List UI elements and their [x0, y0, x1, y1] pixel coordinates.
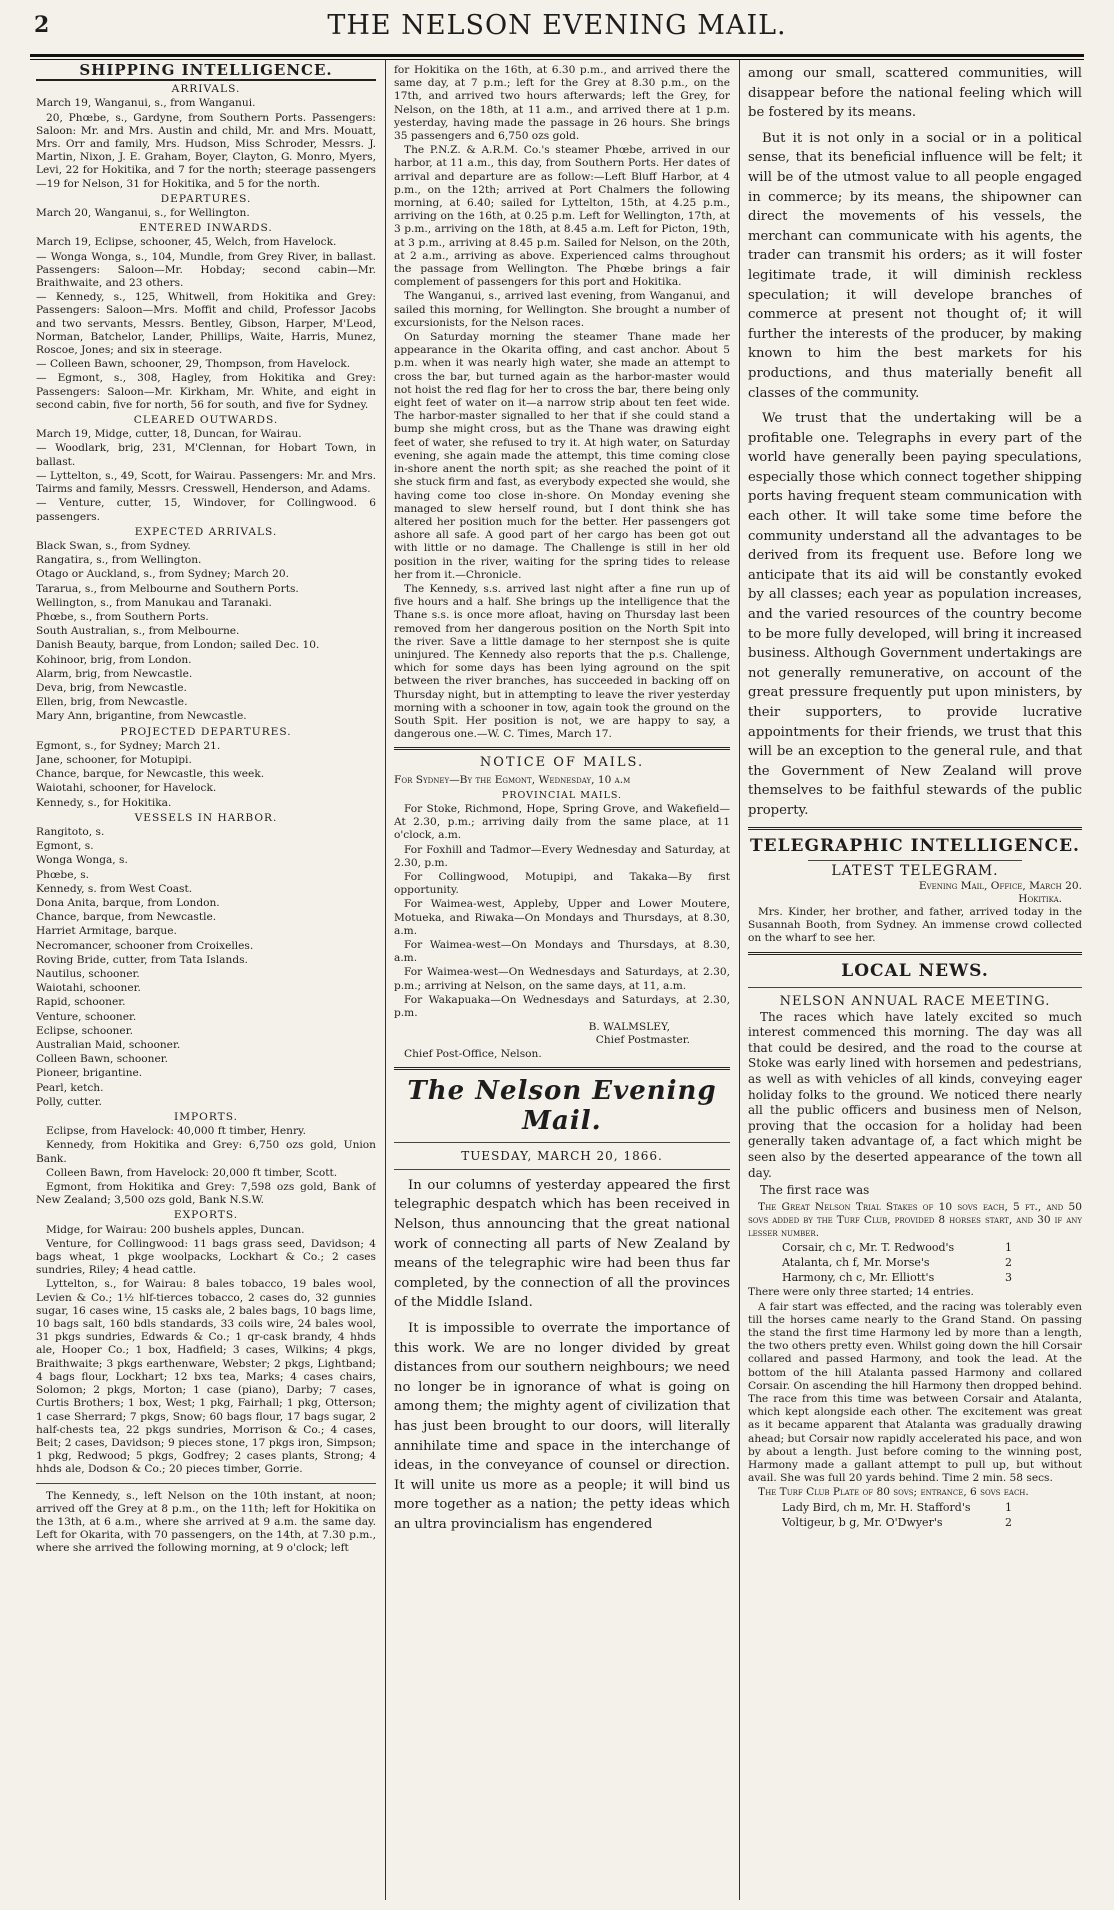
masthead: [30, 8, 1084, 52]
arrival-item: 20, Phœbe, s., Gardyne, from Southern Ports. Passengers: Saloon: Mr. and Mrs. Austin and child, Mr. and Mrs. Mouatt, Mrs. Orr and family, Mrs. Hudson, Miss Schroder, Messrs. J. Martin, Nixon, J. E. Graham, Boyer, Clayton, G. Monro, Myers, Levi, 22 for Hokitika, and 7 for the north; steerage passengers—19 for Nelson, 31 for Hokitika, and 5 for the north.: [36, 111, 376, 190]
expected-item: Otago or Auckland, s., from Sydney; March 20.: [36, 568, 290, 581]
leader-continued: among our small, scattered communities, will disappear before the national feeling which will be fostered by its means.: [748, 66, 1082, 121]
export-item: Venture, for Collingwood: 11 bags grass seed, Davidson; 4 bags wheat, 1 pkge woolpacks, Lockhart & Co.; 2 cases sundries, Riley; 4 head cattle.: [36, 1237, 376, 1277]
divider: [394, 1169, 730, 1170]
vessels-heading: VESSELS IN HARBOR.: [134, 811, 278, 824]
shipping-paragraph: On Saturday morning the steamer Thane made her appearance in the Okarita offing, and cast anchor. About 5 p.m. when it was nearly high water, she made an attempt to cross the bar, but turned again as the harbor-master would not hoist the red flag for her to cross the bar, there being only eight feet of water on it—a narrow strip about ten feet wide. The harbor-master signalled to her that if she could stand a bump she might cross, but as the Thane was drawing eight feet of water, she refused to try it. At high water, on Saturday evening, she again made the attempt, this time coming close in-shore anent the north spit; as she reached the point of it she stuck firm and fast, as everybody expected she would, she having come too close in-shore. On Monday evening she managed to slew herself round, but I dont think she has altered her position much for the better. Her passengers got ashore all safe. A good part of her cargo has been got out with little or no damage. The Challenge is still in her old position in the river, waiting for the spring tides to release her from it.—Chronicle.: [394, 331, 730, 581]
mail-item: For Waimea-west—On Wednesdays and Saturdays, at 2.30, p.m.; arriving at Nelson, on the same days, at 11, a.m.: [394, 966, 730, 992]
import-item: Eclipse, from Havelock: 40,000 ft timber, Henry.: [46, 1125, 307, 1138]
masthead-rule-thin: [30, 59, 1084, 60]
expected-item: Alarm, brig, from Newcastle.: [36, 667, 193, 680]
expected-item: South Australian, s., from Melbourne.: [36, 625, 240, 638]
expected-item: Black Swan, s., from Sydney.: [36, 539, 191, 552]
column-centre: [394, 64, 730, 1902]
vessel-item: Waiotahi, schooner.: [36, 982, 141, 995]
column-divider: [385, 60, 386, 1900]
shipping-paragraph: The Kennedy, s.s. arrived last night after a fine run up of five hours and a half. She brings up the intelligence that the Thane s.s. is once more afloat, having on Thursday last been removed from her dangerous position on the North Spit into the river. Save a little damage to her sternpost she is quite uninjured. The Kennedy also reports that the p.s. Challenge, which for some days has been lying aground on the spit between the river branches, has succeeded in backing off on Thursday night, but in attempting to leave the river yesterday morning with a schooner in tow, again took the ground on the South Spit. Her position is not, we are happy to say, a dangerous one.—W. C. Times, March 17.: [394, 582, 730, 741]
trial-stakes: The Great Nelson Trial Stakes of 10 sovs each, 5 ft., and 50 sovs added by the Turf Club, provided 8 horses start, and 30 if any lesser number.: [748, 1200, 1082, 1240]
signer-role: Chief Postmaster.: [595, 1034, 690, 1047]
vessel-item: Australian Maid, schooner.: [36, 1039, 181, 1052]
telegraphic-heading: TELEGRAPHIC INTELLIGENCE.: [750, 835, 1080, 856]
page-number: 2: [34, 12, 50, 38]
vessel-item: Nautilus, schooner.: [36, 968, 140, 980]
telegram-office: Evening Mail, Office, March 20.: [918, 879, 1082, 892]
leader-paragraph: In our columns of yesterday appeared the first telegraphic despatch which has been received in Nelson, thus announcing that the great national work of connecting all parts of New Zealand by means of the telegraphic wire had been thus far completed, by the connection of all the provinces of the Middle Island.: [394, 1177, 730, 1311]
departures-heading: DEPARTURES.: [160, 192, 252, 205]
entries-note: There were only three started; 14 entries.: [748, 1286, 974, 1299]
leader-paragraph: But it is not only in a social or in a political sense, that its beneficial influence will be felt; it will be of the utmost value to all people engaged in commerce; by its means, the shipowner can direct the movements of his vessels, the merchant can communicate with his agents, the trader can transmit his orders; as it will foster legitimate trade, it will diminish reckless speculation; it will develope branches of commerce at present not thought of; it will further the interests of the producer, by making known to him the best markets for his productions, and thus materially benefit all classes of the community.: [748, 130, 1082, 401]
import-item: Colleen Bawn, from Havelock: 20,000 ft timber, Scott.: [46, 1166, 338, 1179]
vessel-item: Venture, schooner.: [36, 1010, 137, 1023]
vessels-list: [36, 826, 376, 1109]
shipping-heading: SHIPPING INTELLIGENCE.: [36, 64, 376, 81]
result-row: 3 Harmony, ch c, Mr. Elliott's: [782, 1271, 1012, 1285]
arrival-item: March 19, Wanganui, s., from Wanganui.: [36, 97, 256, 110]
import-item: Kennedy, from Hokitika and Grey: 6,750 ozs gold, Union Bank.: [36, 1139, 376, 1165]
arrivals-heading: ARRIVALS.: [171, 83, 241, 96]
projected-heading: PROJECTED DEPARTURES.: [120, 725, 292, 738]
mail-item: For Waimea-west—On Mondays and Thursdays, at 8.30, a.m.: [394, 939, 730, 965]
expected-heading: EXPECTED ARRIVALS.: [134, 525, 278, 538]
cleared-item: — Venture, cutter, 15, Windover, for Collingwood. 6 passengers.: [36, 497, 376, 523]
mails-heading: NOTICE OF MAILS.: [479, 755, 645, 771]
provincial-heading: PROVINCIAL MAILS.: [501, 789, 623, 801]
entered-item: — Colleen Bawn, schooner, 29, Thompson, from Havelock.: [36, 358, 351, 371]
paper-nameplate: The Nelson Evening Mail.: [407, 1075, 717, 1136]
entered-item: — Egmont, s., 308, Hagley, from Hokitika and Grey: Passengers: Saloon—Mr. Kirkham, Mr. White, and eight in second cabin, five for north, 56 for south, and five for Sydney.: [36, 372, 376, 411]
expected-list: [36, 540, 376, 724]
expected-item: Mary Ann, brigantine, from Newcastle.: [36, 710, 247, 723]
turf-club-plate: The Turf Club Plate of 80 sovs; entrance, 6 sovs each.: [758, 1486, 1029, 1499]
result-row: 1 Lady Bird, ch m, Mr. H. Stafford's: [782, 1500, 1012, 1514]
vessel-item: Wonga Wonga, s.: [36, 854, 128, 867]
telegram-place: Hokitika.: [1018, 892, 1062, 905]
vessel-item: Phœbe, s.: [36, 868, 90, 881]
expected-item: Phœbe, s., from Southern Ports.: [36, 610, 209, 623]
result-row: 2 Voltigeur, b g, Mr. O'Dwyer's: [782, 1515, 1012, 1529]
projected-list: [36, 740, 376, 810]
imports-heading: IMPORTS.: [174, 1111, 238, 1124]
leader-paragraph: We trust that the undertaking will be a profitable one. Telegraphs in every part of the world have generally been paying speculations, especially those which connect together shipping ports having frequent steam communication with each other. It will take some time before the community understand all the advantages to be derived from its frequent use. Before long we anticipate that its aid will be constantly evoked by all classes; each year as population increases, and the varied resources of the country become to be more fully developed, will bring it increased business. Although Government undertakings are not generally remunerative, on account of the great pressure frequently put upon ministers, by their supporters, to provide lucrative appointments for their friends, we trust that this will be an exception to the general rule, and that the Government of New Zealand will prove themselves to be faithful stewards of the public property.: [748, 411, 1082, 818]
first-race: The first race was: [760, 1183, 870, 1198]
race-meeting-heading: NELSON ANNUAL RACE MEETING.: [779, 993, 1051, 1009]
vessel-item: Pearl, ketch.: [36, 1081, 104, 1094]
column-divider: [739, 60, 740, 1900]
mails-notice: [394, 756, 730, 1060]
latest-telegram-heading: LATEST TELEGRAM.: [831, 862, 999, 879]
entered-item: March 19, Eclipse, schooner, 45, Welch, from Havelock.: [36, 236, 337, 249]
result-row: 2 Atalanta, ch f, Mr. Morse's: [782, 1256, 1012, 1270]
mail-item: For Collingwood, Motupipi, and Takaka—By first opportunity.: [394, 870, 730, 897]
race-intro: The races which have lately excited so much interest commenced this morning. The day was all that could be desired, and the road to the course at Stoke was early lined with horsemen and pedestrians, as well as with vehicles of all kinds, conveying eager holiday folks to the ground. We noticed there nearly all the public officers and business men of Nelson, proving that the occasion for a holiday had been generally taken advantage of, a fact which might be seen also by the deserted appearance of the town all day.: [748, 1009, 1082, 1180]
divider: [748, 987, 1082, 988]
divider: [808, 860, 1022, 861]
leader-paragraph: It is impossible to overrate the importance of this work. We are no longer divided by great distances from our southern neighbours; we need no longer be in ignorance of what is going on among them; the mighty agent of civilization that has just been brought to our doors, will literally annihilate time and space in the interchange of ideas, in the conveyance of counsel or direction. It will unite us more as a people; it will bind us more together as a nation; the petty ideas which an ultra provincialism has engendered: [394, 1320, 730, 1532]
projected-item: Kennedy, s., for Hokitika.: [36, 796, 172, 809]
projected-item: Jane, schooner, for Motupipi.: [36, 753, 192, 766]
export-item: Lyttelton, s., for Wairau: 8 bales tobacco, 19 bales wool, Levien & Co.; 1½ hlf-tierces tobacco, 2 cases do, 32 gunnies sugar, 16 cases wine, 15 casks ale, 2 bales bags, 10 bags lime, 10 bags salt, 160 bdls standards, 33 coils wire, 24 bales wool, 31 pkgs sundries, Edwards & Co.; 1 qr-cask brandy, 4 hhds ale, Hooper Co.; 1 box, Hadfield; 3 cases, Wilkins; 4 pkgs, Braithwaite; 3 pkgs earthenware, Webster; 2 pkgs, Lightband; 4 bags flour, Lockhart; 12 bxs tea, Marks; 4 cases chairs, Solomon; 2 pkgs, Morton; 1 case (piano), Darby; 7 cases, Curtis Brothers; 1 box, West; 1 pkg, Fairhall; 1 pkg, Otterson; 1 case Sherrard; 7 pkgs, Snow; 60 bags flour, 17 bags sugar, 2 half-chests tea, 22 pkgs sundries, Morrison & Co.; 4 cases, Beit; 2 cases, Davidson; 9 pieces stone, 17 pkgs iron, Simpson; 1 pkg, Redwood; 5 pkgs, Godfrey; 2 cases plants, Strong; 4 hhds ale, Dodson & Co.; 20 pieces timber, Gorrie.: [36, 1278, 376, 1476]
projected-item: Egmont, s., for Sydney; March 21.: [36, 739, 221, 752]
vessel-item: Egmont, s.: [36, 840, 94, 853]
mail-sydney: For Sydney—By the Egmont, Wednesday, 10 a.m: [394, 773, 631, 786]
divider: [36, 1483, 376, 1484]
divider: [748, 827, 1082, 830]
vessel-item: Necromancer, schooner from Croixelles.: [36, 939, 254, 952]
result-row: 1 Corsair, ch c, Mr. T. Redwood's: [782, 1241, 1012, 1255]
shipping-paragraph: The Wanganui, s., arrived last evening, from Wanganui, and sailed this morning, for Wellington. She brought a number of excursionists, for the Nelson races.: [394, 290, 730, 329]
expected-item: Tararua, s., from Melbourne and Southern Ports.: [36, 582, 299, 595]
expected-item: Wellington, s., from Manukau and Taranaki.: [36, 596, 272, 609]
cleared-item: — Lyttelton, s., 49, Scott, for Wairau. Passengers: Mr. and Mrs. Tairms and family, Messrs. Cresswell, Henderson, and Adams.: [36, 469, 376, 496]
cleared-heading: CLEARED OUTWARDS.: [133, 414, 279, 427]
entered-item: — Wonga Wonga, s., 104, Mundle, from Grey River, in ballast. Passengers: Saloon—Mr. Hobday; second cabin—Mr. Braithwaite, and 23 others.: [36, 250, 376, 290]
local-news-heading: LOCAL NEWS.: [841, 960, 989, 981]
expected-item: Danish Beauty, barque, from London; sailed Dec. 10.: [36, 639, 320, 652]
vessel-item: Colleen Bawn, schooner.: [36, 1053, 169, 1066]
vessel-item: Roving Bride, cutter, from Tata Islands.: [36, 953, 248, 966]
shipping-continued: for Hokitika on the 16th, at 6.30 p.m., and arrived there the same day, at 7 p.m.; left for the Grey at 8.30 p.m., on the 17th, and arrived two hours afterwards; left the Grey, for Nelson, on the 18th, at 11 a.m., and arrived there at 1 p.m. yesterday, having made the passage in 26 hours. She brings 35 passengers and 6,750 ozs gold.: [394, 64, 730, 143]
vessel-item: Kennedy, s. from West Coast.: [36, 882, 193, 895]
expected-item: Deva, brig, from Newcastle.: [36, 681, 187, 694]
mail-item: For Stoke, Richmond, Hope, Spring Grove, and Wakefield—At 2.30, p.m.; arriving daily from the same place, at 11 o'clock, a.m.: [394, 802, 730, 842]
vessel-item: Rapid, schooner.: [36, 996, 126, 1009]
column-right: [748, 64, 1082, 1902]
projected-item: Chance, barque, for Newcastle, this week.: [36, 768, 265, 781]
mail-item: For Wakapuaka—On Wednesdays and Saturdays, at 2.30, p.m.: [394, 993, 730, 1020]
departure-item: March 20, Wanganui, s., for Wellington.: [36, 207, 250, 220]
shipping-paragraph: The P.N.Z. & A.R.M. Co.'s steamer Phœbe, arrived in our harbor, at 11 a.m., this day, from Southern Ports. Her dates of arrival and departure are as follow:—Left Bluff Harbor, at 4 p.m., on the 12th; arrived at Port Chalmers the following morning, at 6.40; sailed for Lyttelton, 15th, at 4.25 p.m., arriving on the 16th, at 0.25 p.m. Left for Wellington, 17th, at 3 p.m., arriving on the 18th, at 8.45 a.m. Left for Picton, 19th, at 3 p.m., arriving at 8.45 p.m. Sailed for Nelson, on the 20th, at 2 a.m., arriving as above. Experienced calms throughout the passage from Wellington. The Phœbe brings a fair complement of passengers for this port and Hokitika.: [394, 144, 730, 289]
projected-item: Waiotahi, schooner, for Havelock.: [36, 782, 217, 795]
vessel-item: Harriet Armitage, barque.: [36, 925, 177, 938]
entered-heading: ENTERED INWARDS.: [139, 222, 273, 235]
entered-item: — Kennedy, s., 125, Whitwell, from Hokitika and Grey: Passengers: Saloon—Mrs. Moffit and child, Professor Jacobs and two servants, Messrs. Bentley, Gibson, Harper, M'Leod, Norman, Batchelor, Lander, Phillips, Waite, Harris, Munez, Roscoe, Jones; and six in steerage.: [36, 291, 376, 357]
vessel-item: Eclipse, schooner.: [36, 1024, 133, 1037]
kennedy-report: The Kennedy, s., left Nelson on the 10th instant, at noon; arrived off the Grey at 8 p.m., on the 11th; left for Hokitika on the 13th, at 6 a.m., where she arrived at 9 a.m. the same day. Left for Okarita, with 70 passengers, on the 14th, at 7.30 p.m., where she arrived the following morning, at 9 o'clock; left: [36, 1489, 376, 1555]
masthead-rule: [30, 54, 1084, 57]
vessel-item: Polly, cutter.: [36, 1095, 102, 1108]
divider: [394, 747, 730, 750]
vessel-item: Rangitoto, s.: [36, 825, 105, 838]
paper-title: THE NELSON EVENING MAIL.: [327, 10, 787, 41]
post-office: Chief Post-Office, Nelson.: [404, 1047, 542, 1060]
expected-item: Kohinoor, brig, from London.: [36, 653, 192, 666]
divider: [748, 952, 1082, 955]
vessel-item: Pioneer, brigantine.: [36, 1067, 143, 1080]
signer: B. WALMSLEY,: [588, 1021, 670, 1034]
export-item: Midge, for Wairau: 200 bushels apples, Duncan.: [46, 1223, 305, 1236]
race-report: A fair start was effected, and the racing was tolerably even till the horses came nearly to the Grand Stand. On passing the stand the first time Harmony led by more than a length, the two others pretty even. Whilst going down the hill Corsair collared and passed Harmony, and took the lead. At the bottom of the hill Atalanta passed Harmony and collared Corsair. On ascending the hill Harmony then dropped behind. The race from this time was between Corsair and Atalanta, which kept alongside each other. The excitement was great as it became apparent that Atalanta was gradually drawing ahead; but Corsair now rapidly accelerated his pace, and won by about a length. Just before coming to the winning post, Harmony made a gallant attempt to pull up, but without avail. She was full 20 yards behind. Time 2 min. 58 secs.: [748, 1300, 1082, 1485]
import-item: Egmont, from Hokitika and Grey: 7,598 ozs gold, Bank of New Zealand; 3,500 ozs gold, Bank N.S.W.: [36, 1181, 376, 1207]
divider: [394, 1142, 730, 1143]
mail-item: For Waimea-west, Appleby, Upper and Lower Moutere, Motueka, and Riwaka—On Mondays and Thursdays, at 8.30, a.m.: [394, 898, 730, 937]
divider: [394, 1067, 730, 1070]
cleared-item: March 19, Midge, cutter, 18, Duncan, for Wairau.: [36, 428, 302, 441]
expected-item: Ellen, brig, from Newcastle.: [36, 696, 188, 709]
telegram-text: Mrs. Kinder, her brother, and father, arrived today in the Susannah Booth, from Sydney. An immense crowd collected on the wharf to see her.: [748, 905, 1082, 945]
cleared-item: — Woodlark, brig, 231, M'Clennan, for Hobart Town, in ballast.: [36, 442, 376, 468]
issue-date: TUESDAY, MARCH 20, 1866.: [461, 1148, 663, 1163]
exports-heading: EXPORTS.: [173, 1209, 239, 1222]
expected-item: Rangatira, s., from Wellington.: [36, 554, 202, 567]
mail-item: For Foxhill and Tadmor—Every Wednesday and Saturday, at 2.30, p.m.: [394, 843, 730, 869]
column-shipping: [36, 64, 376, 1902]
vessel-item: Chance, barque, from Newcastle.: [36, 911, 217, 924]
vessel-item: Dona Anita, barque, from London.: [36, 896, 220, 909]
